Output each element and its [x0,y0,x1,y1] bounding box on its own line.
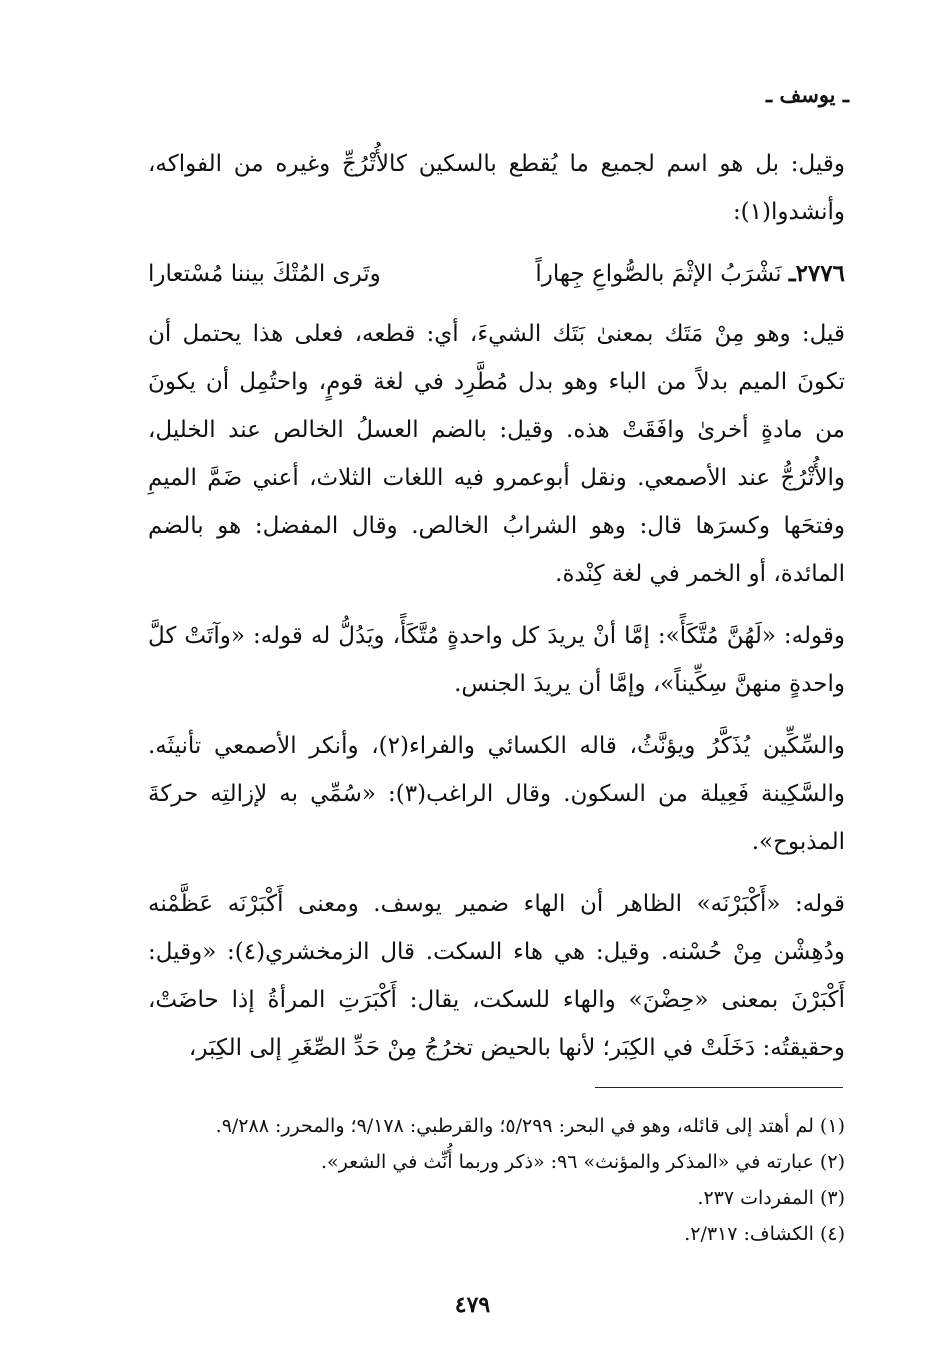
footnote-4: (٤) الكشاف: ٢/٣١٧. [684,1223,845,1245]
footnote-2: (٢) عبارته في «المذكر والمؤنث» ٩٦: «ذكر وربما أُنِّث في الشعر». [320,1151,845,1173]
verse-first-hemistich [535,250,845,298]
main-text [148,140,845,1086]
paragraph-1: وقيل: بل هو اسم لجميع ما يُقطع بالسكين كالأُتْرُجِّ وغيره من الفواكه، وأنشدوا(١): [148,151,845,225]
footnotes [148,1108,845,1252]
paragraph-5: قوله: «أَكْبَرْنَه» الظاهر أن الهاء ضمير يوسف. ومعنى أَكْبَرْنَه عَظَّمْنه ودُهِشْن مِنْ حُسْنه. وقيل: هي هاء السكت. قال الزمخشري(٤): «وقيل: أَكْبَرْنَ بمعنى «حِضْنَ» والهاء للسكت، يقال: أَكْبَرَتِ المرأةُ إذا حاضَتْ، وحقيقتُه: دَخَلَتْ في الكِبَر؛ لأنها بالحيض تخرُجُ مِنْ حَدِّ الصِّغَرِ إلى الكِبَر، [148,891,845,1061]
verse-a-text: نَشْرَبُ الإثْمَ بالصُّواعِ جِهاراً [535,261,782,287]
verse-second-hemistich: وتَرى المُتْكَ بيننا مُسْتعارا [148,261,381,287]
footnote-3: (٣) المفردات ٢٣٧. [697,1187,845,1209]
footnote-divider [595,1087,843,1088]
footnote-1: (١) لم أهتد إلى قائله، وهو في البحر: ٥/٢٩٩؛ والقرطبي: ٩/١٧٨؛ والمحرر: ٩/٢٨٨. [215,1115,845,1137]
page-number: ٤٧٩ [454,1292,491,1318]
verse-number: ٢٧٧٦ـ [788,260,845,287]
paragraph-3: وقوله: «لَهُنَّ مُتَّكَأً»: إمَّا أنْ يريدَ كل واحدةٍ مُتَّكَأً، ويَدُلُّ له قوله: «وآتَتْ كلَّ واحدةٍ منهنَّ سِكِّيناً»، وإمَّا أن يريدَ الجنس. [148,623,845,697]
paragraph-2: قيل: وهو مِنْ مَتَك بمعنىٰ بَتَك الشيءَ، أي: قطعه، فعلى هذا يحتمل أن تكونَ الميم بدلاً من الباء وهو بدل مُطَّرِد في لغة قومٍ، واحتُمِل أن يكونَ من مادةٍ أخرىٰ وافَقَتْ هذه. وقيل: بالضم العسلُ الخالص عند الخليل، والأُتْرُجُّ عند الأصمعي. ونقل أبوعمرو فيه اللغات الثلاث، أعني ضَمَّ الميمِ وفتحَها وكسرَها قال: وهو الشرابُ الخالص. وقال المفضل: هو بالضم المائدة، أو الخمر في لغة كِنْدة. [148,321,845,587]
poetry-verse [148,250,845,298]
running-header: ـ يوسف ـ [766,82,849,107]
paragraph-4: والسِّكِّين يُذَكَّرُ ويؤنَّثُ، قاله الكسائي والفراء(٢)، وأنكر الأصمعي تأنيثَه. والسَّكِينة فَعِيلة من السكون. وقال الراغب(٣): «سُمِّي به لإزالتِه حركةَ المذبوح». [148,733,845,855]
